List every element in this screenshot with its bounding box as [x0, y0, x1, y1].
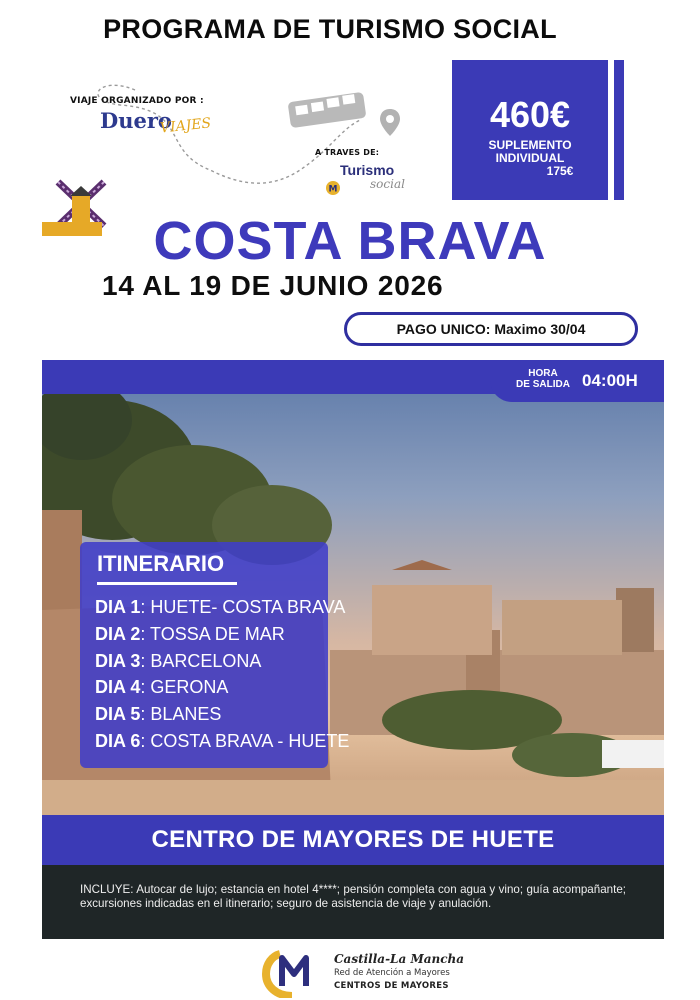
itinerary-place: GERONA [150, 677, 229, 698]
via-label: A TRAVES DE: [315, 148, 380, 157]
footer-brand-line2: Red de Atención a Mayores [334, 968, 450, 978]
itinerary-place: COSTA BRAVA - HUETE [150, 730, 350, 751]
program-logo: Turismo [340, 162, 395, 178]
itinerary-day: DIA 1 [95, 597, 141, 617]
footer-brand-line3: CENTROS DE MAYORES [334, 981, 449, 991]
departure-time: 04:00H [582, 371, 638, 390]
clm-logo-icon [262, 946, 324, 998]
page-title: PROGRAMA DE TURISMO SOCIAL [103, 14, 557, 44]
payment-badge: PAGO UNICO: Maximo 30/04 [344, 312, 638, 346]
itinerary-list [95, 594, 349, 755]
itinerary-box [80, 542, 350, 768]
map-pin-icon [378, 108, 402, 138]
program-logo-mark [325, 180, 341, 196]
itinerary-place: HUETE- COSTA BRAVA [150, 597, 346, 617]
supplement-amount: 175€ [546, 164, 574, 178]
itinerary-day: DIA 3 [95, 650, 141, 671]
itinerary-place: BARCELONA [150, 650, 262, 671]
supplement-label-1: SUPLEMENTO [488, 138, 572, 152]
itinerary-day: DIA 4 [95, 677, 141, 698]
itinerary-item: DIA 4: GERONA [95, 677, 229, 698]
itinerary-day: DIA 6 [95, 730, 141, 751]
organizer-label: VIAJE ORGANIZADO POR : [70, 96, 204, 106]
destination-title: COSTA BRAVA [153, 211, 547, 271]
itinerary-place: TOSSA DE MAR [150, 623, 285, 644]
itinerary-item: DIA 6: COSTA BRAVA - HUETE [95, 730, 350, 751]
price-box [452, 60, 608, 200]
departure-badge [490, 360, 664, 402]
itinerary-item: DIA 5: BLANES [95, 704, 222, 725]
departure-label [508, 368, 578, 390]
trip-dates: 14 AL 19 DE JUNIO 2026 [102, 270, 444, 301]
itinerary-day: DIA 2 [95, 623, 141, 644]
departure-label-line1: HORA [528, 368, 558, 379]
itinerary-underline [97, 582, 237, 585]
price-amount: 460€ [489, 94, 571, 135]
price-stripe [614, 60, 624, 200]
includes-text: INCLUYE: Autocar de lujo; estancia en hotel 4****; pensión completa con agua y vino; guía acompañante; excursiones indicadas en el itinerario; seguro de asistencia de viaje y anulación. [42, 865, 664, 939]
itinerary-item: DIA 2: TOSSA DE MAR [95, 623, 285, 644]
supplement-label-2: INDIVIDUAL [495, 151, 565, 165]
svg-text:M: M [328, 184, 338, 195]
itinerary-place: BLANES [150, 704, 222, 725]
organizer-logo-sub: VIAJES [159, 115, 212, 137]
itinerary-title: ITINERARIO [97, 551, 225, 576]
departure-label-line2: DE SALIDA [516, 379, 570, 390]
itinerary-item: DIA 1: HUETE- COSTA BRAVA [95, 597, 346, 617]
itinerary-day: DIA 5 [95, 704, 141, 725]
bus-icon [286, 92, 370, 132]
footer-brand-name: Castilla-La Mancha [334, 952, 465, 966]
itinerary-item: DIA 3: BARCELONA [95, 650, 262, 671]
program-logo-sub: social [370, 177, 405, 191]
center-name-bar: CENTRO DE MAYORES DE HUETE [42, 815, 664, 865]
organizer-logo: Duero [100, 108, 172, 133]
